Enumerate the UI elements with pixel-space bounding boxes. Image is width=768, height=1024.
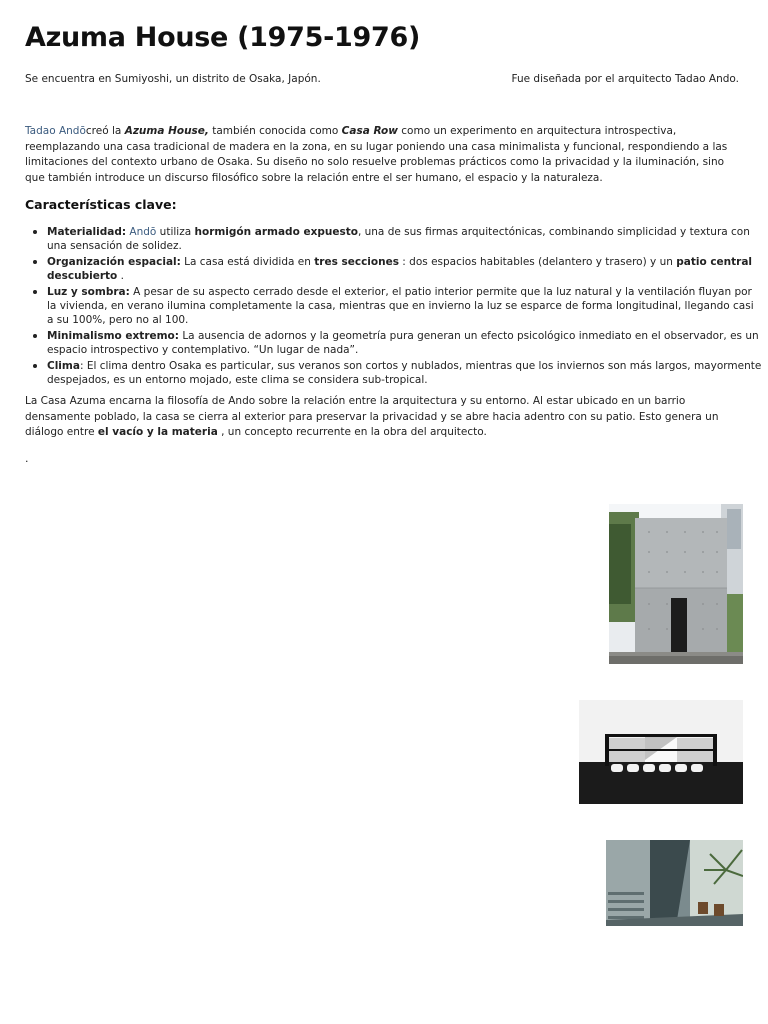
ando-link[interactable]: Andō <box>129 226 157 238</box>
architect-text: Fue diseñada por el arquitecto Tadao Ando. <box>511 73 739 85</box>
feature-emphasis: tres secciones <box>314 255 399 268</box>
casa-row-emphasis: Casa Row <box>341 125 398 137</box>
intro-text-2: también conocida como <box>208 125 342 137</box>
section-drawing-image <box>579 700 743 804</box>
outro-paragraph <box>25 394 741 441</box>
feature-label: Organización espacial: <box>47 255 181 268</box>
page-title: Azuma House (1975-1976) <box>25 22 421 53</box>
azuma-house-emphasis: Azuma House, <box>124 125 209 137</box>
outro-text-1: La Casa Azuma encarna la filosofía de Ando sobre la relación entre la arquitectura y su entorno. Al estar ubicado en un barrio densamente poblado, la casa se cierra al exterior para preservar la privacidad y se abre hacia adentro con su patio. Esto genera un diálogo entre <box>25 395 719 439</box>
vacio-materia-emphasis: el vacío y la materia <box>97 426 218 439</box>
feature-emphasis: patio central descubierto <box>47 255 753 283</box>
list-item <box>47 284 763 328</box>
list-item <box>47 358 763 388</box>
feature-text: . <box>117 270 124 283</box>
feature-text: La ausencia de adornos y la geometría pura generan un efecto psicológico inmediato en el observador, es un espacio introspectivo y contemplativo. “Un lugar de nada”. <box>47 329 759 357</box>
feature-text: , una de sus firmas arquitectónicas, combinando simplicidad y textura con una sensación de solidez. <box>47 226 750 253</box>
feature-text: : dos espacios habitables (delantero y trasero) y un <box>398 255 677 268</box>
location-text: Se encuentra en Sumiyoshi, un distrito de Osaka, Japón. <box>25 73 321 85</box>
feature-label: Materialidad: <box>47 226 127 238</box>
list-item <box>47 224 763 254</box>
features-list <box>25 224 763 387</box>
feature-text: : El clima dentro Osaka es particular, sus veranos son cortos y nublados, mientras que los inviernos son más largos, mayormente despejados, es un entorno mojado, este clima se considera sub-tropical. <box>47 359 762 387</box>
feature-label: Luz y sombra: <box>47 285 130 298</box>
feature-text: La casa está dividida en <box>180 255 315 268</box>
facade-photo-image <box>609 504 743 664</box>
feature-label: Clima <box>47 359 80 372</box>
intro-paragraph <box>25 124 741 186</box>
patio-photo-image <box>606 840 743 926</box>
facade-photo <box>609 504 743 664</box>
intro-text-3: como un experimento en arquitectura introspectiva, reemplazando una casa tradicional de madera en la zona, en su lugar poniendo una casa minimalista y funcional, respondiendo a las limitaciones del contexto urbano de Osaka. Su diseño no solo resuelve problemas prácticos como la privacidad y la iluminación, sino que también introduce un discurso filosófico sobre la relación entre el ser humano, el espacio y la naturaleza. <box>25 125 728 184</box>
patio-photo <box>606 840 743 926</box>
section-drawing <box>579 700 743 804</box>
feature-text: utiliza <box>156 226 195 238</box>
intro-text-1: creó la <box>85 125 125 137</box>
stray-dot: . <box>25 452 29 465</box>
features-heading: Características clave: <box>25 197 177 212</box>
outro-text-2: , un concepto recurrente en la obra del arquitecto. <box>217 426 487 439</box>
tadao-ando-link[interactable]: Tadao Andō <box>25 125 86 137</box>
feature-text: A pesar de su aspecto cerrado desde el exterior, el patio interior permite que la luz natural y la ventilación fluyan por la vivienda, en verano ilumina completamente la casa, mientras que en invierno la luz se esparce de forma longitudinal, llegando casi a su 100%, pero no al 100. <box>47 285 754 327</box>
list-item <box>47 328 763 358</box>
list-item <box>47 254 763 284</box>
feature-label: Minimalismo extremo: <box>47 329 179 342</box>
feature-emphasis: hormigón armado expuesto <box>194 226 358 238</box>
